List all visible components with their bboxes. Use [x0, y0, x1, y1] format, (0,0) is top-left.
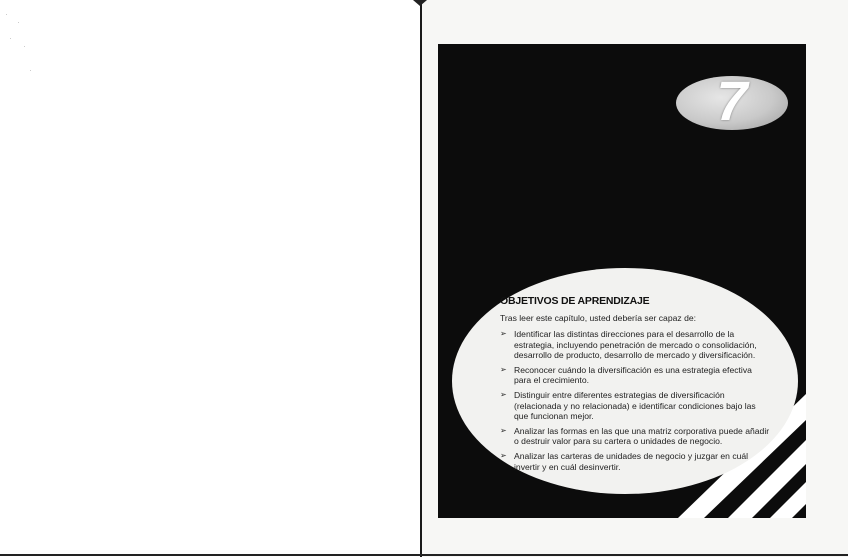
list-item — [500, 365, 770, 386]
objective-text: Distinguir entre diferentes estrategias de diversificación (relacionada y no relacionada) e identificar condiciones bajo las que funcionan mejor. — [514, 389, 756, 422]
arrow-icon: ➢ — [500, 425, 507, 435]
learning-objectives — [500, 295, 770, 476]
chapter-number: 7 — [716, 69, 748, 132]
left-blank-page — [0, 0, 420, 557]
arrow-icon: ➢ — [500, 450, 507, 460]
objective-text: Analizar las formas en las que una matriz corporativa puede añadir o destruir valor para su cartera o unidades de negocio. — [514, 425, 770, 447]
scan-speckle — [6, 14, 7, 15]
arrow-icon: ➢ — [500, 364, 507, 374]
book-spine — [420, 0, 422, 557]
spine-marker-icon — [413, 0, 427, 6]
list-item — [500, 329, 770, 361]
objective-text: Reconocer cuándo la diversificación es una estrategia efectiva para el crecimiento. — [514, 364, 752, 386]
arrow-icon: ➢ — [500, 389, 507, 399]
arrow-icon: ➢ — [500, 329, 507, 338]
objectives-intro: Tras leer este capítulo, usted debería ser capaz de: — [500, 313, 697, 323]
scan-speckle — [30, 70, 31, 71]
list-item — [500, 451, 770, 472]
bottom-rule — [0, 554, 848, 556]
scan-speckle — [24, 46, 25, 47]
objectives-title: OBJETIVOS DE APRENDIZAJE — [500, 295, 650, 307]
scan-speckle — [18, 22, 19, 23]
objective-text: Analizar las carteras de unidades de negocio y juzgar en cuál invertir y en cuál desinvertir. — [514, 450, 749, 472]
objective-text: Identificar las distintas direcciones para el desarrollo de la estrategia, incluyendo penetración de mercado o consolidación, desarrollo de producto, desarrollo de mercado y diversificación. — [514, 329, 757, 361]
scan-speckle — [10, 38, 11, 39]
list-item — [500, 426, 770, 447]
list-item — [500, 390, 770, 422]
objectives-list — [500, 329, 770, 472]
